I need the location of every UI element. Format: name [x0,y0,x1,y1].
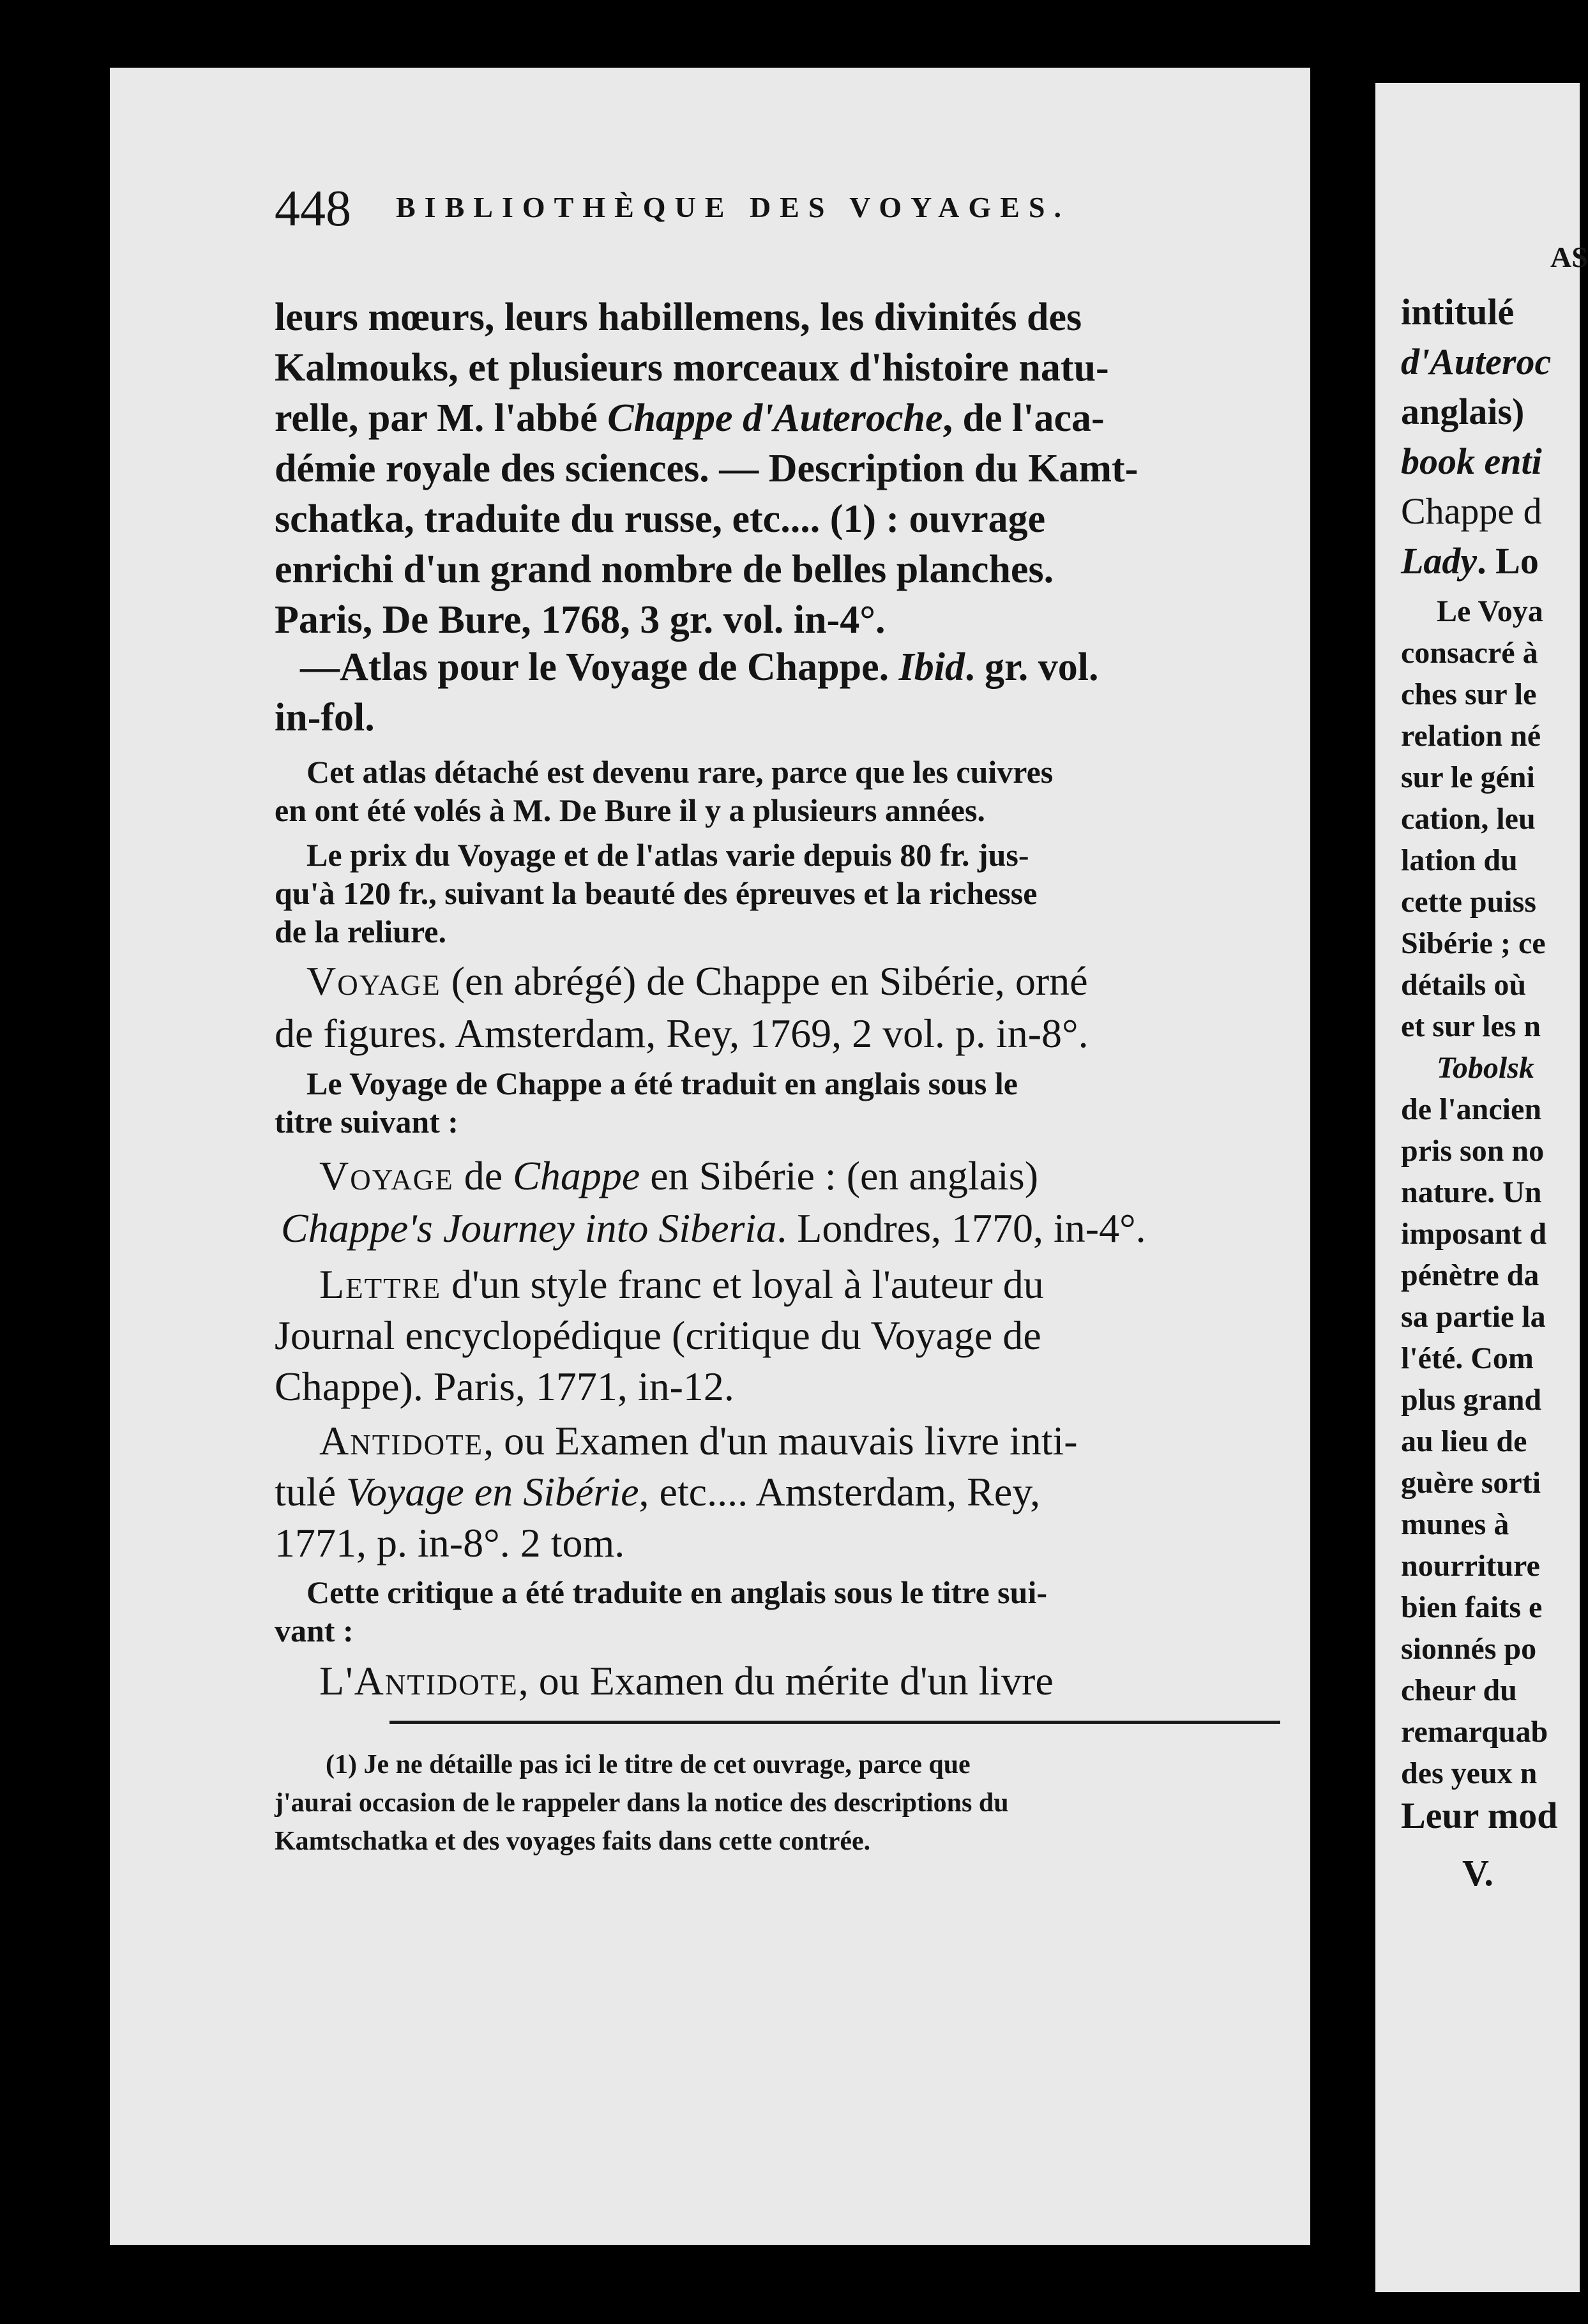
entry-line [319,1261,1044,1308]
text-run: Chappe [513,1153,640,1198]
entry-line [319,1657,1054,1705]
text-run: tulé [275,1469,346,1514]
entry-title: Lettre [319,1262,442,1307]
body-line [300,645,1099,690]
text-run: , ou Examen du mérite d'un livre [518,1658,1054,1703]
body-line: anglais) [1401,391,1525,432]
body-line: Chappe d [1401,490,1542,532]
body-line: l'été. Com [1401,1341,1534,1375]
footnote-line: (1) Je ne détaille pas ici le titre de cet ouvrage, parce que [326,1750,971,1779]
body-line: Kalmouks, et plusieurs morceaux d'histoire natu- [275,346,1109,389]
body-line: Paris, De Bure, 1768, 3 gr. vol. in-4°. [275,598,886,642]
body-line: de l'ancien [1401,1092,1542,1126]
entry-line: de figures. Amsterdam, Rey, 1769, 2 vol. p. in-8°. [275,1011,1089,1056]
body-line: remarquab [1401,1715,1548,1749]
body-line [1401,540,1539,582]
entry-line [319,1152,1038,1200]
entry-title: Antidote [319,1418,484,1463]
body-line: schatka, traduite du russe, etc.... (1) : ouvrage [275,497,1046,541]
author-name: Chappe d'Auteroche [607,396,943,440]
note-line: Le Voyage de Chappe a été traduit en anglais sous le [306,1066,1018,1101]
note-line: Cet atlas détaché est devenu rare, parce que les cuivres [306,754,1054,790]
entry-line: 1771, p. in-8°. 2 tom. [275,1520,625,1566]
body-line: nourriture [1401,1549,1540,1583]
entry-line: Journal encyclopédique (critique du Voyage de [275,1313,1041,1358]
body-line: pénètre da [1401,1258,1539,1292]
entry-line: Chappe). Paris, 1771, in-12. [275,1364,734,1409]
text-run: . Londres, 1770, in-4°. [776,1205,1146,1251]
text-run: , etc.... Amsterdam, Rey, [639,1469,1041,1514]
page-number: 448 [275,181,351,237]
body-line: intitulé [1401,291,1515,333]
text-run: de [453,1153,513,1198]
text-run: , de l'aca- [942,396,1105,440]
body-line [1401,340,1551,383]
body-line: détails où [1401,968,1527,1002]
body-line: in-fol. [275,696,375,739]
note-line: en ont été volés à M. De Bure il y a plusieurs années. [275,792,985,828]
body-line: et sur les n [1401,1009,1541,1043]
body-line [1401,440,1542,483]
text-run: . Lo [1477,540,1539,582]
note-line: titre suivant : [275,1104,458,1140]
right-page-body [1392,0,1588,2324]
footnote-line: j'aurai occasion de le rappeler dans la notice des descriptions du [275,1788,1009,1818]
body-line: cation, leu [1401,802,1536,836]
body-line: munes à [1401,1507,1509,1541]
text-run: Tobolsk [1437,1051,1534,1085]
english-title: Chappe's Journey into Siberia [281,1205,777,1251]
note-line: Cette critique a été traduite en anglais sous le titre sui- [306,1574,1047,1610]
body-line: ches sur le [1401,677,1537,711]
running-head: BIBLIOTHÈQUE DES VOYAGES. [396,191,1070,223]
note-line: qu'à 120 fr., suivant la beauté des épreuves et la richesse [275,875,1038,911]
body-line: démie royale des sciences. — Description du Kamt- [275,447,1138,490]
ibid: Ibid [898,645,965,689]
body-line: au lieu de [1401,1424,1527,1458]
signature-mark: V. [1462,1852,1493,1894]
body-line [275,396,1105,441]
note-line: de la reliure. [275,914,446,949]
entry-title: L'Antidote [319,1658,518,1703]
text-run: d'Auteroc [1401,341,1552,382]
body-line: leurs mœurs, leurs habillemens, les divinités des [275,296,1082,339]
entry-line [306,958,1088,1005]
entry-title: Voyage [306,958,441,1004]
entry-title: Voyage [319,1153,454,1198]
entry-line [319,1417,1078,1465]
body-line: Leur mod [1401,1795,1558,1836]
body-line: enrichi d'un grand nombre de belles planches. [275,548,1054,591]
running-head-fragment: AS [1550,241,1588,273]
text-run: Voyage en Sibérie [345,1469,639,1514]
body-line: des yeux n [1401,1756,1538,1790]
body-line: nature. Un [1401,1175,1542,1209]
entry-line [281,1205,1146,1252]
text-run: book enti [1401,441,1542,482]
note-line: Le prix du Voyage et de l'atlas varie depuis 80 fr. jus- [306,837,1029,873]
note-line: vant : [275,1613,354,1649]
footnote-rule [389,1721,1280,1724]
body-line: plus grand [1401,1383,1542,1417]
text-run: relle, par M. l'abbé [275,396,608,440]
text-run: Lady [1401,540,1478,582]
body-line: imposant d [1401,1217,1547,1251]
body-line [1437,1050,1534,1085]
body-line: guère sorti [1401,1466,1541,1500]
body-line: bien faits e [1401,1590,1543,1624]
body-line: cheur du [1401,1673,1517,1707]
body-line: Le Voya [1437,594,1543,628]
text-run: en Sibérie : (en anglais) [640,1153,1038,1198]
body-line: lation du [1401,843,1518,877]
footnote-line: Kamtschatka et des voyages faits dans cette contrée. [275,1827,871,1856]
body-line: consacré à [1401,636,1538,670]
body-line: sionnés po [1401,1632,1537,1666]
body-line: Sibérie ; ce [1401,926,1546,960]
body-line: relation né [1401,719,1541,753]
text-run: d'un style franc et loyal à l'auteur du [441,1262,1044,1307]
text-run: (en abrégé) de Chappe en Sibérie, orné [441,958,1088,1004]
text-run: , ou Examen d'un mauvais livre inti- [483,1418,1078,1463]
text-run: . gr. vol. [964,645,1099,689]
body-line: sa partie la [1401,1300,1546,1334]
body-line: sur le géni [1401,760,1535,794]
body-line: cette puiss [1401,885,1536,919]
text-run: —Atlas pour le Voyage de Chappe. [300,645,899,689]
entry-line [275,1468,1040,1516]
body-line: pris son no [1401,1134,1545,1168]
